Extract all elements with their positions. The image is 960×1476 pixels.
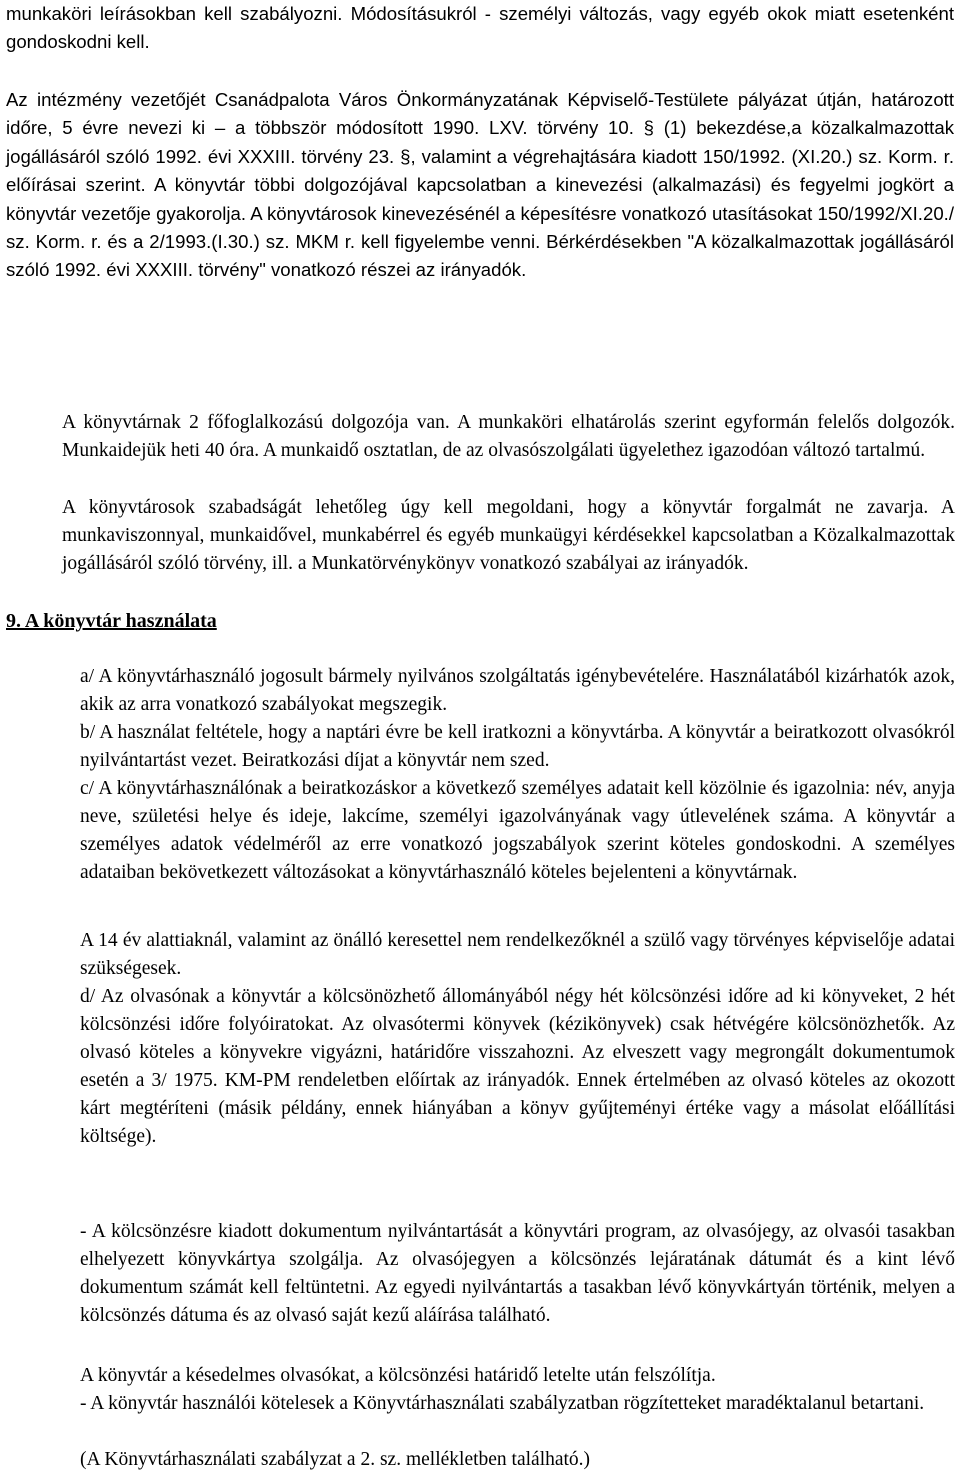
rules-notice-paragraph: - A könyvtár használói kötelesek a Könyvtárhasználati szabályzatban rögzítetteket maradéktalanul betartani.: [80, 1393, 925, 1414]
section-heading: 9. A könyvtár használata: [6, 610, 217, 632]
staff-paragraph-2: A könyvtárosok szabadságát lehetőleg úgy kell megoldani, hogy a könyvtár forgalmát ne zavarja. A munkaviszonnyal, munkaidővel, munkabérrel és egyéb munkaügyi kérdésekkel kapcsolatban a Közalkalmazottak jogállásáról szóló törvény, ill. a Munkatörvénykönyv vonatkozó szabályai az irányadók.: [62, 497, 955, 574]
usage-item-d: d/ Az olvasónak a könyvtár a kölcsönözhető állományából négy hét kölcsönzési időre ad ki könyveket, 2 hét kölcsönzési időre folyóiratokat. Az olvasótermi könyvek (kézikönyvek) csak hétvégére kölcsönözhetők. Az olvasó köteles a könyvekre vigyázni, határidőre visszahozni. Az elveszett vagy megrongált dokumentumok esetén a 3/ 1975. KM-PM rendeletben előírtak az irányadók. Ennek értelmében az olvasó köteles az okozott kárt megtéríteni (másik példány, ennek hiányában a könyv gyűjteményi értéke vagy a másolat előállítási költsége).: [80, 986, 955, 1147]
loan-record-paragraph: - A kölcsönzésre kiadott dokumentum nyilvántartását a könyvtári program, az olvasójegy, az olvasói tasakban elhelyezett könyvkártya szolgálja. Az olvasójegyen a kölcsönzés lejáratának dátumát és a kint lévő dokumentum számát kell feltüntetni. Az egyedi nyilvántartás a tasakban lévő könyvkártyán történik, melyen a kölcsönzés dátuma és az olvasó saját kezű aláírása található.: [80, 1221, 955, 1326]
usage-item-c: c/ A könyvtárhasználónak a beiratkozáskor a következő személyes adatait kell közölnie és igazolnia: név, anyja neve, születési helye és ideje, lakcíme, személyi igazolványának vagy útlevelének száma. A könyvtár a személyes adatok védelméről az erre vonatkozó jogszabályok szerint köteles gondoskodni. A személyes adataiban bekövetkezett változásokat a könyvtárhasználó köteles bejelenteni a könyvtárnak.: [80, 778, 955, 883]
intro-tail-paragraph: munkaköri leírásokban kell szabályozni. Módosításukról - személyi változás, vagy egyéb okok miatt esetenként gondoskodni kell.: [6, 3, 954, 53]
attachment-note: (A Könyvtárhasználati szabályzat a 2. sz. mellékletben található.): [80, 1449, 591, 1470]
usage-item-b: b/ A használat feltétele, hogy a naptári évre be kell iratkozni a könyvtárba. A könyvtár a beiratkozott olvasókról nyilvántartást vezet. Beiratkozási díjat a könyvtár nem szed.: [80, 722, 955, 771]
late-notice-paragraph: A könyvtár a késedelmes olvasókat, a kölcsönzési határidő letelte után felszólítja.: [80, 1365, 716, 1386]
director-appointment-paragraph: Az intézmény vezetőjét Csanádpalota Város Önkormányzatának Képviselő-Testülete pályázat útján, határozott időre, 5 évre nevezi ki – a többször módosított 1990. LXV. törvény 10. § (1) bekezdése,a közalkalmazottak jogállásáról szóló 1992. évi XXXIII. törvény 23. §, valamint a végrehajtására kiadott 150/1992. (XI.20.) sz. Korm. r. előírásai szerint. A könyvtár többi dolgozójával kapcsolatban a kinevezési (alkalmazási) és fegyelmi jogkört a könyvtár vezetője gyakorolja. A könyvtárosok kinevezésénél a képesítésre vonatkozó utasításokat 150/1992/XI.20./ sz. Korm. r. és a 2/1993.(I.30.) sz. MKM r. kell figyelembe venni. Bérkérdésekben "A közalkalmazottak jogállásáról szóló 1992. évi XXXIII. törvény" vonatkozó részei az irányadók.: [6, 89, 954, 281]
usage-item-c-minors: A 14 év alattiaknál, valamint az önálló keresettel nem rendelkezőknél a szülő vagy törvényes képviselője adatai szükségesek.: [80, 930, 955, 979]
usage-item-a: a/ A könyvtárhasználó jogosult bármely nyilvános szolgáltatás igénybevételére. Használatából kizárhatók azok, akik az arra vonatkozó szabályokat megszegik.: [80, 666, 955, 715]
staff-paragraph-1: A könyvtárnak 2 főfoglalkozású dolgozója van. A munkaköri elhatárolás szerint egyformán felelős dolgozók. Munkaidejük heti 40 óra. A munkaidő osztatlan, de az olvasószolgálati ügyelethez igazodóan változó tartalmú.: [62, 412, 955, 461]
